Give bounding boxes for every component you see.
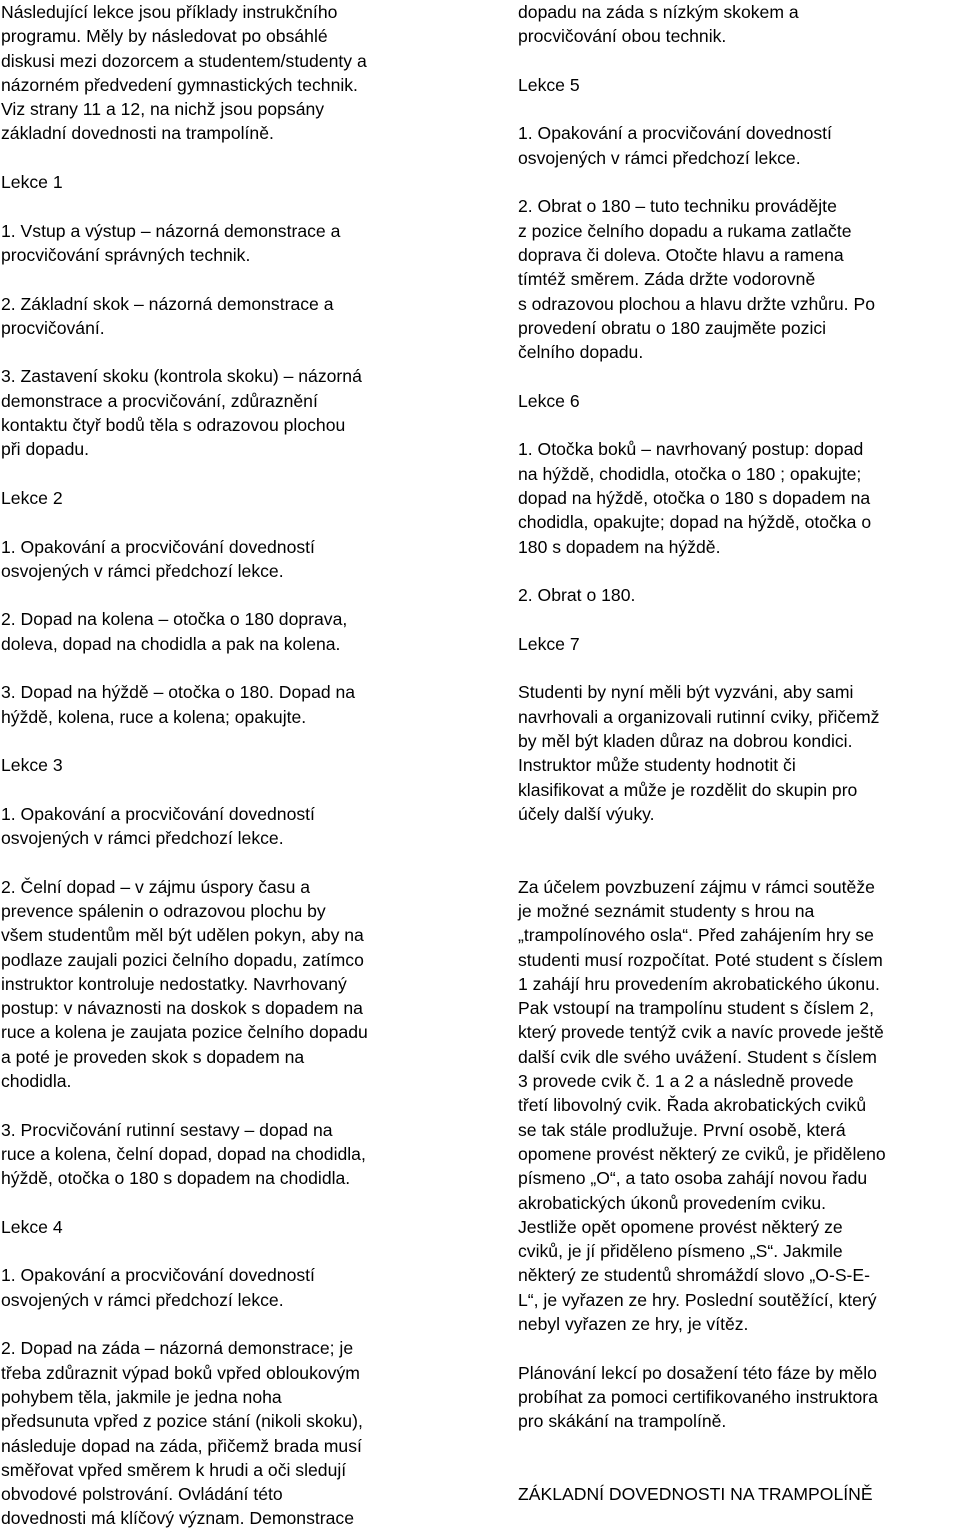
lekce-3-item-1: 1. Opakování a procvičování dovedností osvojených v rámci předchozí lekce. [1,803,315,849]
left-column [1,0,439,1531]
lekce-5-heading: Lekce 5 [518,74,580,95]
lekce-2-heading: Lekce 2 [1,487,63,508]
lekce-7-heading: Lekce 7 [518,633,580,654]
lekce-1-item-2: 2. Základní skok – názorná demonstrace a procvičování. [1,293,334,338]
lekce-4-continuation: dopadu na záda s nízkým skokem a procvičování obou technik. [518,2,799,47]
lekce-7-paragraph: Studenti by nyní měli být vyzváni, aby sami navrhovali a organizovali rutinní cviky, přičemž by měl být kladen důraz na dobrou kondici. Instruktor může studenty hodnotit či klasifikovat a může je rozdělit do skupin pro účely další výuky. [518,682,880,824]
game-paragraph: Za účelem povzbuzení zájmu v rámci soutěže je možné seznámit studenty s hrou na „trampolínového osla“. Před zahájením hry se studenti musí rozpočítat. Poté student s číslem 1 zahájí hru provedením akrobatického úkonu. Pak vstoupí na trampolínu student s číslem 2, který provede tentýž cvik a navíc provede ještě další cvik dle svého uvážení. Student s číslem 3 provede cvik č. 1 a 2 a následně provede třetí libovolný cvik. Řada akrobatických cviků se tak stále prodlužuje. První osobě, která opomene provést některý ze cviků, je přiděleno písmeno „O“, a tato osoba zahájí novou řadu akrobatických úkonů provedením cviku. Jestliže opět opomene provést některý ze cviků, je jí přiděleno písmeno „S“. Jakmile některý ze studentů shromáždí slovo „O-S-E- L“, je vyřazen ze hry. Poslední soutěžící, který nebyl vyřazen ze hry, je vítěz. [518,876,886,1335]
lekce-2-item-3: 3. Dopad na hýždě – otočka o 180. Dopad na hýždě, kolena, ruce a kolena; opakujte. [1,682,356,727]
lekce-3-item-2: 2. Čelní dopad – v zájmu úspory času a prevence spálenin o odrazovou plochu by všem studentům měl být udělen pokyn, aby na podlaze zaujali pozici čelního dopadu, zatímco instruktor kontroluje nedostatky. Navrhovaný postup: v návaznosti na doskok s dopadem na ruce a kolena je zaujata pozice čelního dopadu a poté je proveden skok s dopadem na chodidla. [1,876,368,1092]
intro-paragraph: Následující lekce jsou příklady instrukčního programu. Měly by následovat po obsáhlé diskusi mezi dozorcem a studentem/studenty a názorném předvedení gymnastických technik. Viz strany 11 a 12, na nichž jsou popsány základní dovednosti na trampolíně. [1,2,367,144]
lekce-2-item-2: 2. Dopad na kolena – otočka o 180 doprava, doleva, dopad na chodidla a pak na kolena. [1,609,348,654]
spacer [518,1458,960,1482]
lekce-3-heading: Lekce 3 [1,755,63,776]
lekce-5-item-1: 1. Opakování a procvičování dovedností osvojených v rámci předchozí lekce. [518,123,832,168]
lekce-1-item-1: 1. Vstup a výstup – názorná demonstrace a procvičování správných technik. [1,220,341,265]
lekce-4-item-2: 2. Dopad na záda – názorná demonstrace; je třeba zdůraznit výpad boků vpřed obloukovým pohybem těla, jakmile je jedna noha předsunuta vpřed z pozice stání (nikoli skoku), následuje dopad na záda, přičemž brada musí směřovat vpřed směrem k hrudi a oči sledují obvodové polstrování. Ovládání této dovednosti má klíčový význam. Demonstrace [1,1338,363,1529]
lekce-4-heading: Lekce 4 [1,1216,63,1237]
lekce-1-heading: Lekce 1 [1,172,63,193]
lekce-1-item-3: 3. Zastavení skoku (kontrola skoku) – názorná demonstrace a procvičování, zdůraznění kontaktu čtyř bodů těla s odrazovou plochou při dopadu. [1,366,362,460]
lekce-3-item-3: 3. Procvičování rutinní sestavy – dopad na ruce a kolena, čelní dopad, dopad na chodidla, hýždě, otočka o 180 s dopadem na chodidla. [1,1119,366,1189]
right-column [518,0,960,1506]
lekce-4-item-1: 1. Opakování a procvičování dovedností osvojených v rámci předchozí lekce. [1,1265,315,1310]
lekce-2-item-1: 1. Opakování a procvičování dovedností osvojených v rámci předchozí lekce. [1,536,315,581]
lekce-6-item-1: 1. Otočka boků – navrhovaný postup: dopad na hýždě, chodidla, otočka o 180 ; opakujte; dopad na hýždě, otočka o 180 s dopadem na chodidla, opakujte; dopad na hýždě, otočka o 180 s dopadem na hýždě. [518,439,872,557]
lekce-6-item-2: 2. Obrat o 180. [518,585,636,606]
spacer [518,850,960,874]
section-heading: ZÁKLADNÍ DOVEDNOSTI NA TRAMPOLÍNĚ [518,1484,873,1505]
lekce-5-item-2: 2. Obrat o 180 – tuto techniku provádějte z pozice čelního dopadu a rukama zatlačte doprava či doleva. Otočte hlavu a ramena tímtéž směrem. Záda držte vodorovně s odrazovou plochou a hlavu držte vzhůru. Po provedení obratu o 180 zaujměte pozici čelního dopadu. [518,196,875,363]
lekce-6-heading: Lekce 6 [518,390,580,411]
planning-paragraph: Plánování lekcí po dosažení této fáze by mělo probíhat za pomoci certifikovaného instruktora pro skákání na trampolíně. [518,1362,878,1432]
